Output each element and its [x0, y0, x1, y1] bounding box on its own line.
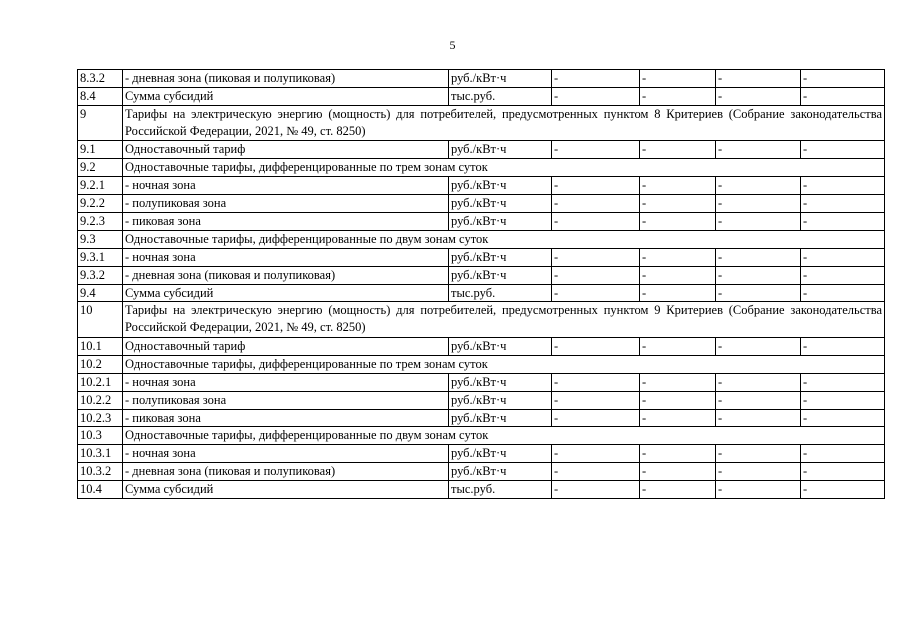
row-number-cell: 9.2.1 [78, 177, 123, 195]
value-cell: - [716, 212, 801, 230]
table-row [78, 302, 885, 338]
value-cell: - [640, 195, 716, 213]
unit-cell: руб./кВт·ч [449, 373, 552, 391]
row-number-cell: 10.2.1 [78, 373, 123, 391]
table-row [78, 87, 885, 105]
unit-cell: руб./кВт·ч [449, 409, 552, 427]
value-cell: - [801, 481, 885, 499]
unit-cell: руб./кВт·ч [449, 141, 552, 159]
value-cell: - [716, 70, 801, 88]
row-number-cell: 9.4 [78, 284, 123, 302]
table-row [78, 159, 885, 177]
unit-cell: тыс.руб. [449, 481, 552, 499]
value-cell: - [640, 463, 716, 481]
value-cell: - [552, 445, 640, 463]
value-cell: - [552, 141, 640, 159]
tariff-table-body [78, 70, 885, 499]
item-name-cell: Сумма субсидий [123, 284, 449, 302]
value-cell: - [716, 284, 801, 302]
row-number-cell: 9.3.2 [78, 266, 123, 284]
value-cell: - [801, 337, 885, 355]
table-row [78, 177, 885, 195]
value-cell: - [716, 445, 801, 463]
section-title-cell: Тарифы на электрическую энергию (мощность) для потребителей, предусмотренных пунктом 8 Критериев (Собрание законодательства Российской Федерации, 2021, № 49, ст. 8250) [123, 105, 885, 141]
row-number-cell: 10.4 [78, 481, 123, 499]
table-row [78, 445, 885, 463]
value-cell: - [716, 481, 801, 499]
item-name-cell: - ночная зона [123, 373, 449, 391]
table-row [78, 284, 885, 302]
value-cell: - [801, 248, 885, 266]
table-row [78, 105, 885, 141]
value-cell: - [552, 463, 640, 481]
item-name-cell: Одноставочный тариф [123, 337, 449, 355]
table-row [78, 463, 885, 481]
section-title-cell: Одноставочные тарифы, дифференцированные по двум зонам суток [123, 427, 885, 445]
row-number-cell: 10.3.2 [78, 463, 123, 481]
value-cell: - [640, 445, 716, 463]
value-cell: - [716, 177, 801, 195]
row-number-cell: 9 [78, 105, 123, 141]
section-title-cell: Одноставочные тарифы, дифференцированные по трем зонам суток [123, 159, 885, 177]
table-row [78, 337, 885, 355]
value-cell: - [801, 266, 885, 284]
row-number-cell: 9.3.1 [78, 248, 123, 266]
value-cell: - [801, 141, 885, 159]
value-cell: - [640, 481, 716, 499]
value-cell: - [640, 337, 716, 355]
item-name-cell: - полупиковая зона [123, 391, 449, 409]
table-row [78, 391, 885, 409]
row-number-cell: 9.1 [78, 141, 123, 159]
table-row [78, 195, 885, 213]
value-cell: - [552, 373, 640, 391]
value-cell: - [640, 70, 716, 88]
row-number-cell: 10.3 [78, 427, 123, 445]
value-cell: - [552, 195, 640, 213]
value-cell: - [716, 195, 801, 213]
table-row [78, 248, 885, 266]
item-name-cell: - ночная зона [123, 248, 449, 266]
value-cell: - [716, 337, 801, 355]
value-cell: - [640, 212, 716, 230]
table-row [78, 427, 885, 445]
row-number-cell: 10.2.2 [78, 391, 123, 409]
value-cell: - [716, 248, 801, 266]
item-name-cell: Сумма субсидий [123, 481, 449, 499]
unit-cell: тыс.руб. [449, 87, 552, 105]
item-name-cell: - пиковая зона [123, 212, 449, 230]
item-name-cell: Одноставочный тариф [123, 141, 449, 159]
value-cell: - [716, 141, 801, 159]
table-row [78, 355, 885, 373]
unit-cell: руб./кВт·ч [449, 177, 552, 195]
item-name-cell: - дневная зона (пиковая и полупиковая) [123, 70, 449, 88]
value-cell: - [640, 141, 716, 159]
value-cell: - [716, 373, 801, 391]
value-cell: - [552, 409, 640, 427]
value-cell: - [640, 177, 716, 195]
value-cell: - [801, 177, 885, 195]
value-cell: - [552, 284, 640, 302]
item-name-cell: - ночная зона [123, 177, 449, 195]
item-name-cell: - полупиковая зона [123, 195, 449, 213]
value-cell: - [552, 266, 640, 284]
value-cell: - [640, 248, 716, 266]
value-cell: - [552, 212, 640, 230]
unit-cell: руб./кВт·ч [449, 248, 552, 266]
table-row [78, 70, 885, 88]
row-number-cell: 10.1 [78, 337, 123, 355]
item-name-cell: - дневная зона (пиковая и полупиковая) [123, 266, 449, 284]
value-cell: - [552, 248, 640, 266]
value-cell: - [716, 463, 801, 481]
unit-cell: руб./кВт·ч [449, 195, 552, 213]
unit-cell: руб./кВт·ч [449, 212, 552, 230]
unit-cell: руб./кВт·ч [449, 391, 552, 409]
value-cell: - [552, 177, 640, 195]
value-cell: - [552, 70, 640, 88]
item-name-cell: - пиковая зона [123, 409, 449, 427]
row-number-cell: 10 [78, 302, 123, 338]
value-cell: - [640, 373, 716, 391]
value-cell: - [552, 481, 640, 499]
row-number-cell: 10.2.3 [78, 409, 123, 427]
page-number: 5 [449, 38, 456, 52]
table-row [78, 373, 885, 391]
tariff-table [77, 69, 885, 499]
table-row [78, 212, 885, 230]
value-cell: - [716, 266, 801, 284]
value-cell: - [716, 391, 801, 409]
row-number-cell: 10.3.1 [78, 445, 123, 463]
value-cell: - [801, 409, 885, 427]
value-cell: - [801, 445, 885, 463]
row-number-cell: 9.3 [78, 230, 123, 248]
value-cell: - [801, 463, 885, 481]
value-cell: - [640, 266, 716, 284]
row-number-cell: 9.2 [78, 159, 123, 177]
value-cell: - [640, 284, 716, 302]
value-cell: - [801, 212, 885, 230]
section-title-cell: Одноставочные тарифы, дифференцированные по трем зонам суток [123, 355, 885, 373]
value-cell: - [801, 70, 885, 88]
row-number-cell: 8.4 [78, 87, 123, 105]
section-title-cell: Тарифы на электрическую энергию (мощность) для потребителей, предусмотренных пунктом 9 Критериев (Собрание законодательства Российской Федерации, 2021, № 49, ст. 8250) [123, 302, 885, 338]
table-row [78, 230, 885, 248]
value-cell: - [640, 87, 716, 105]
unit-cell: руб./кВт·ч [449, 337, 552, 355]
item-name-cell: Сумма субсидий [123, 87, 449, 105]
table-row [78, 481, 885, 499]
value-cell: - [801, 373, 885, 391]
row-number-cell: 9.2.3 [78, 212, 123, 230]
value-cell: - [552, 87, 640, 105]
table-row [78, 141, 885, 159]
section-title-cell: Одноставочные тарифы, дифференцированные по двум зонам суток [123, 230, 885, 248]
value-cell: - [801, 87, 885, 105]
value-cell: - [552, 337, 640, 355]
table-row [78, 266, 885, 284]
item-name-cell: - ночная зона [123, 445, 449, 463]
item-name-cell: - дневная зона (пиковая и полупиковая) [123, 463, 449, 481]
unit-cell: руб./кВт·ч [449, 266, 552, 284]
value-cell: - [640, 391, 716, 409]
value-cell: - [716, 87, 801, 105]
value-cell: - [801, 391, 885, 409]
value-cell: - [552, 391, 640, 409]
unit-cell: тыс.руб. [449, 284, 552, 302]
value-cell: - [716, 409, 801, 427]
table-row [78, 409, 885, 427]
row-number-cell: 10.2 [78, 355, 123, 373]
value-cell: - [801, 195, 885, 213]
value-cell: - [640, 409, 716, 427]
unit-cell: руб./кВт·ч [449, 463, 552, 481]
unit-cell: руб./кВт·ч [449, 445, 552, 463]
unit-cell: руб./кВт·ч [449, 70, 552, 88]
value-cell: - [801, 284, 885, 302]
row-number-cell: 8.3.2 [78, 70, 123, 88]
row-number-cell: 9.2.2 [78, 195, 123, 213]
